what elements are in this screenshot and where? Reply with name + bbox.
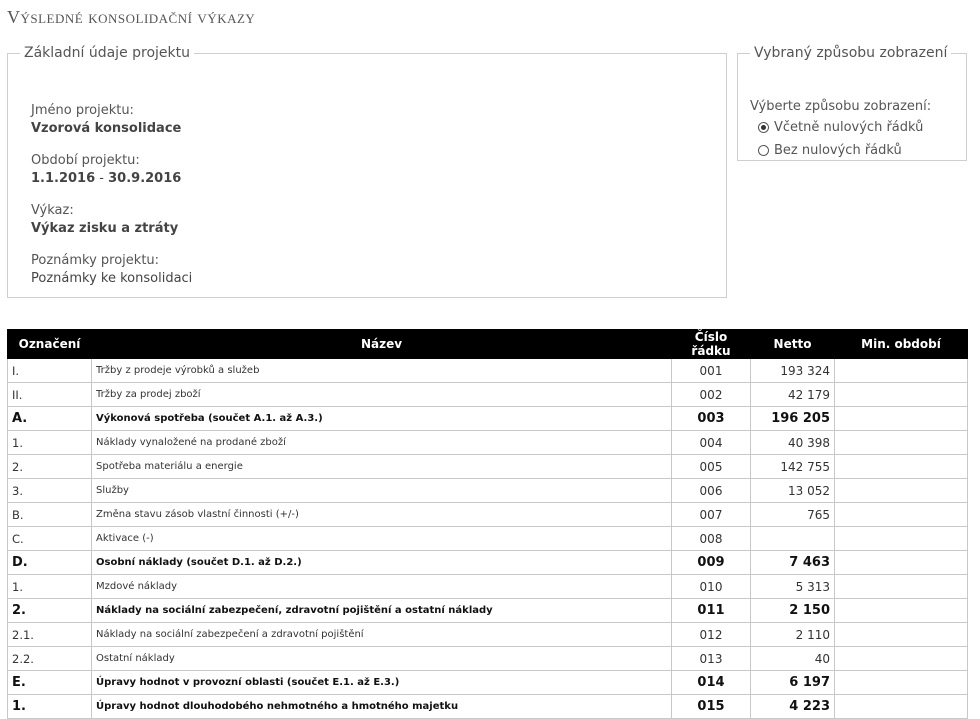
row-previous-period: [835, 407, 968, 431]
row-code: 1.: [8, 575, 92, 599]
row-previous-period: [835, 695, 968, 719]
row-code: E.: [8, 671, 92, 695]
row-previous-period: [835, 527, 968, 551]
row-name: Úpravy hodnot dlouhodobého nehmotného a hmotného majetku: [92, 695, 672, 719]
row-number: 011: [672, 599, 751, 623]
row-code: B.: [8, 503, 92, 527]
row-name: Spotřeba materiálu a energie: [92, 455, 672, 479]
row-netto: 4 223: [751, 695, 835, 719]
row-name: Náklady na sociální zabezpečení, zdravotní pojištění a ostatní náklady: [92, 599, 672, 623]
row-number: 014: [672, 671, 751, 695]
header-previous-period: Min. období: [835, 330, 968, 359]
row-code: 1.: [8, 431, 92, 455]
row-code: II.: [8, 383, 92, 407]
row-code: A.: [8, 407, 92, 431]
table-row: [8, 623, 968, 647]
row-number: 008: [672, 527, 751, 551]
row-netto: 765: [751, 503, 835, 527]
row-netto: 40 398: [751, 431, 835, 455]
radio-include-zero-rows[interactable]: [758, 120, 923, 135]
row-number: 010: [672, 575, 751, 599]
row-previous-period: [835, 599, 968, 623]
report-label: Výkaz:: [31, 203, 74, 218]
row-number: 013: [672, 647, 751, 671]
table-header-row: [8, 330, 968, 359]
row-number: 006: [672, 479, 751, 503]
row-code: C.: [8, 527, 92, 551]
table-row: [8, 695, 968, 719]
row-name: Náklady na sociální zabezpečení a zdravotní pojištění: [92, 623, 672, 647]
row-previous-period: [835, 359, 968, 383]
table-row: [8, 527, 968, 551]
row-netto: [751, 527, 835, 551]
header-name: Název: [92, 330, 672, 359]
row-previous-period: [835, 623, 968, 647]
table-row: [8, 431, 968, 455]
row-name: Úpravy hodnot v provozní oblasti (součet E.1. až E.3.): [92, 671, 672, 695]
table-row: [8, 551, 968, 575]
view-mode-panel: [737, 45, 967, 161]
project-period-label: Období projektu:: [31, 153, 140, 168]
project-period-from: 1.1.2016: [31, 171, 96, 186]
row-netto: 5 313: [751, 575, 835, 599]
row-name: Ostatní náklady: [92, 647, 672, 671]
radio-label[interactable]: Včetně nulových řádků: [774, 120, 924, 135]
row-netto: 42 179: [751, 383, 835, 407]
row-netto: 2 150: [751, 599, 835, 623]
row-number: 015: [672, 695, 751, 719]
project-period-value: [31, 171, 181, 186]
row-code: I.: [8, 359, 92, 383]
row-netto: 7 463: [751, 551, 835, 575]
row-name: Mzdové náklady: [92, 575, 672, 599]
row-previous-period: [835, 647, 968, 671]
row-netto: 2 110: [751, 623, 835, 647]
header-netto: Netto: [751, 330, 835, 359]
table-row: [8, 383, 968, 407]
row-previous-period: [835, 551, 968, 575]
row-code: 2.: [8, 455, 92, 479]
notes-label: Poznámky projektu:: [31, 253, 160, 268]
notes-group: [31, 253, 192, 286]
row-name: Náklady vynaložené na prodané zboží: [92, 431, 672, 455]
row-previous-period: [835, 503, 968, 527]
radio-button-icon[interactable]: [758, 145, 769, 156]
project-name-group: [31, 103, 181, 136]
report-value: Výkaz zisku a ztráty: [31, 221, 179, 236]
page-title: Výsledné konsolidační výkazy: [7, 7, 256, 27]
table-row: [8, 359, 968, 383]
radio-button-icon[interactable]: [758, 122, 769, 133]
radio-label[interactable]: Bez nulových řádků: [774, 143, 902, 158]
row-netto: 193 324: [751, 359, 835, 383]
table-row: [8, 455, 968, 479]
row-code: 2.: [8, 599, 92, 623]
view-mode-prompt: Výberte způsobu zobrazení:: [750, 99, 932, 114]
row-netto: 13 052: [751, 479, 835, 503]
row-name: Tržby z prodeje výrobků a služeb: [92, 359, 672, 383]
table-row: [8, 407, 968, 431]
table-row: [8, 671, 968, 695]
row-name: Služby: [92, 479, 672, 503]
row-previous-period: [835, 479, 968, 503]
header-code: Označení: [8, 330, 92, 359]
row-name: Tržby za prodej zboží: [92, 383, 672, 407]
project-info-panel: [7, 45, 727, 298]
header-row-number: Číslo řádku: [672, 330, 751, 359]
report-table: [7, 329, 968, 719]
table-row: [8, 599, 968, 623]
row-previous-period: [835, 575, 968, 599]
row-code: 3.: [8, 479, 92, 503]
row-number: 009: [672, 551, 751, 575]
project-period-group: [31, 153, 181, 186]
row-previous-period: [835, 455, 968, 479]
row-number: 001: [672, 359, 751, 383]
view-mode-legend: Vybraný způsobu zobrazení: [754, 45, 948, 61]
project-period-separator: -: [95, 171, 109, 186]
row-number: 012: [672, 623, 751, 647]
row-netto: 40: [751, 647, 835, 671]
row-previous-period: [835, 383, 968, 407]
table-row: [8, 503, 968, 527]
row-netto: 196 205: [751, 407, 835, 431]
row-code: 1.: [8, 695, 92, 719]
notes-value: Poznámky ke konsolidaci: [31, 271, 193, 286]
row-name: Aktivace (-): [92, 527, 672, 551]
row-number: 004: [672, 431, 751, 455]
row-netto: 142 755: [751, 455, 835, 479]
row-name: Osobní náklady (součet D.1. až D.2.): [92, 551, 672, 575]
row-number: 003: [672, 407, 751, 431]
project-period-to: 30.9.2016: [108, 171, 182, 186]
row-name: Změna stavu zásob vlastní činnosti (+/-): [92, 503, 672, 527]
table-row: [8, 575, 968, 599]
row-code: D.: [8, 551, 92, 575]
row-netto: 6 197: [751, 671, 835, 695]
row-code: 2.1.: [8, 623, 92, 647]
row-number: 002: [672, 383, 751, 407]
table-body: [8, 359, 968, 719]
row-previous-period: [835, 431, 968, 455]
project-name-label: Jméno projektu:: [31, 103, 134, 118]
radio-exclude-zero-rows[interactable]: [758, 143, 902, 158]
project-name-value: Vzorová konsolidace: [31, 121, 182, 136]
table-row: [8, 647, 968, 671]
row-previous-period: [835, 671, 968, 695]
report-group: [31, 203, 178, 236]
row-name: Výkonová spotřeba (součet A.1. až A.3.): [92, 407, 672, 431]
table-row: [8, 479, 968, 503]
project-info-legend: Základní údaje projektu: [24, 45, 191, 61]
row-number: 007: [672, 503, 751, 527]
row-code: 2.2.: [8, 647, 92, 671]
row-number: 005: [672, 455, 751, 479]
